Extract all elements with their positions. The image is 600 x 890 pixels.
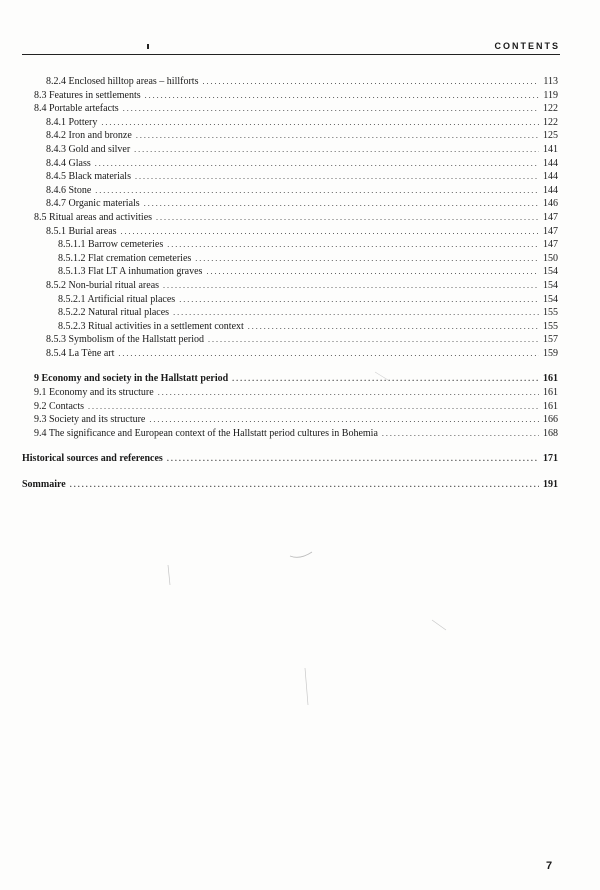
toc-entry-page: 161: [543, 387, 558, 399]
toc-group-sommaire: [22, 478, 558, 492]
toc-entry-page: 171: [543, 453, 558, 465]
toc-entry-title: 9.1 Economy and its structure: [34, 387, 154, 399]
dot-leader: [173, 306, 539, 320]
toc-entry-title: 8.3 Features in settlements: [34, 89, 141, 101]
page-number: 7: [546, 860, 553, 872]
dot-leader: [144, 197, 539, 211]
toc-entry: [22, 197, 558, 211]
toc-group-chapter-9: [22, 372, 558, 440]
toc-entry: [22, 252, 558, 266]
toc-entry: [22, 265, 558, 279]
toc-entry-title: 8.4.4 Glass: [46, 157, 91, 169]
toc-entry: [22, 238, 558, 252]
toc-entry: [22, 386, 558, 400]
toc-gap: [22, 466, 558, 478]
header-title: CONTENTS: [494, 41, 560, 51]
dot-leader: [121, 225, 539, 239]
dot-leader: [123, 102, 539, 116]
dot-leader: [158, 386, 539, 400]
dot-leader: [156, 211, 539, 225]
toc-entry-page: 122: [543, 116, 558, 128]
dot-leader: [167, 452, 539, 466]
toc-entry: [22, 129, 558, 143]
dot-leader: [135, 170, 539, 184]
toc-entry-page: 125: [543, 130, 558, 142]
table-of-contents: [22, 75, 558, 492]
dot-leader: [195, 252, 539, 266]
toc-entry-title: 8.5.2.2 Natural ritual places: [58, 307, 170, 319]
toc-entry-page: 141: [543, 143, 558, 155]
toc-entry: [22, 372, 558, 386]
toc-entry: [22, 143, 558, 157]
toc-entry-title: 8.5.1.2 Flat cremation cemeteries: [58, 252, 192, 264]
toc-entry-title: 8.4 Portable artefacts: [34, 103, 119, 115]
dot-leader: [149, 413, 539, 427]
toc-entry-title: Historical sources and references: [22, 453, 163, 465]
toc-entry: [22, 452, 558, 466]
toc-entry: [22, 184, 558, 198]
toc-entry-title: 8.4.7 Organic materials: [46, 198, 140, 210]
toc-group-chapter-8: [22, 75, 558, 360]
toc-entry-page: 150: [543, 252, 558, 264]
toc-entry-title: 8.5.1 Burial areas: [46, 225, 117, 237]
toc-entry-page: 155: [543, 320, 558, 332]
toc-entry-title: 8.4.2 Iron and bronze: [46, 130, 132, 142]
dot-leader: [206, 265, 539, 279]
toc-entry-page: 154: [543, 293, 558, 305]
toc-entry: [22, 400, 558, 414]
toc-entry-page: 154: [543, 279, 558, 291]
dot-leader: [70, 478, 539, 492]
toc-entry-title: 8.5 Ritual areas and activities: [34, 211, 153, 223]
toc-entry-page: 166: [543, 414, 558, 426]
running-header: [22, 40, 560, 55]
toc-entry-title: 9.2 Contacts: [34, 400, 84, 412]
dot-leader: [118, 347, 539, 361]
toc-gap: [22, 440, 558, 452]
toc-entry: [22, 320, 558, 334]
dot-leader: [95, 184, 539, 198]
header-tick-mark: [147, 44, 149, 49]
toc-entry: [22, 306, 558, 320]
toc-entry: [22, 293, 558, 307]
toc-entry-page: 144: [543, 184, 558, 196]
toc-entry-page: 147: [543, 211, 558, 223]
toc-entry-title: 8.4.5 Black materials: [46, 171, 131, 183]
toc-entry-title: 9.4 The significance and European context of the Hallstatt period cultures in Bohemia: [34, 427, 378, 439]
toc-entry-title: 8.4.6 Stone: [46, 184, 92, 196]
toc-entry: [22, 89, 558, 103]
toc-entry-title: 8.5.1.1 Barrow cemeteries: [58, 239, 164, 251]
toc-entry-title: 8.4.3 Gold and silver: [46, 143, 131, 155]
toc-entry-page: 168: [543, 427, 558, 439]
dot-leader: [88, 400, 539, 414]
toc-entry-page: 144: [543, 171, 558, 183]
dot-leader: [167, 238, 539, 252]
toc-entry-page: 154: [543, 266, 558, 278]
toc-entry: [22, 75, 558, 89]
toc-entry: [22, 211, 558, 225]
dot-leader: [208, 333, 539, 347]
dot-leader: [232, 372, 539, 386]
toc-entry: [22, 347, 558, 361]
toc-entry: [22, 225, 558, 239]
dot-leader: [202, 75, 539, 89]
toc-entry: [22, 333, 558, 347]
dot-leader: [163, 279, 539, 293]
toc-entry-title: 8.2.4 Enclosed hilltop areas – hillforts: [46, 76, 199, 87]
toc-entry-page: 161: [543, 373, 558, 385]
toc-entry-title: 9 Economy and society in the Hallstatt period: [34, 373, 229, 385]
toc-entry-page: 119: [543, 89, 558, 101]
dot-leader: [95, 157, 539, 171]
toc-entry-title: 8.5.2.1 Artificial ritual places: [58, 293, 176, 305]
toc-entry-page: 147: [543, 239, 558, 251]
toc-entry: [22, 279, 558, 293]
dot-leader: [134, 143, 539, 157]
toc-entry-title: Sommaire: [22, 479, 66, 491]
toc-entry: [22, 170, 558, 184]
toc-entry: [22, 478, 558, 492]
toc-entry: [22, 427, 558, 441]
toc-entry: [22, 102, 558, 116]
toc-entry-title: 8.5.2 Non-burial ritual areas: [46, 279, 160, 291]
dot-leader: [145, 89, 540, 103]
toc-entry-page: 157: [543, 334, 558, 346]
dot-leader: [136, 129, 539, 143]
toc-entry-title: 8.5.2.3 Ritual activities in a settlement context: [58, 320, 244, 332]
toc-group-sources: [22, 452, 558, 466]
dot-leader: [179, 293, 539, 307]
toc-entry-title: 8.5.1.3 Flat LT A inhumation graves: [58, 266, 203, 278]
toc-entry: [22, 413, 558, 427]
toc-entry: [22, 157, 558, 171]
toc-entry-page: 147: [543, 225, 558, 237]
toc-entry-title: 8.4.1 Pottery: [46, 116, 98, 128]
toc-entry-title: 9.3 Society and its structure: [34, 414, 146, 426]
toc-entry-page: 159: [543, 347, 558, 359]
toc-entry-title: 8.5.3 Symbolism of the Hallstatt period: [46, 334, 205, 346]
toc-entry-page: 146: [543, 198, 558, 210]
toc-entry-page: 191: [543, 479, 558, 491]
toc-entry-title: 8.5.4 La Tène art: [46, 347, 115, 359]
toc-entry: [22, 116, 558, 130]
dot-leader: [382, 427, 539, 441]
toc-entry-page: 144: [543, 157, 558, 169]
dot-leader: [101, 116, 539, 130]
toc-entry-page: 122: [543, 103, 558, 115]
toc-entry-page: 155: [543, 307, 558, 319]
toc-entry-page: 161: [543, 400, 558, 412]
dot-leader: [248, 320, 539, 334]
toc-gap: [22, 360, 558, 372]
toc-entry-page: 113: [543, 76, 558, 87]
